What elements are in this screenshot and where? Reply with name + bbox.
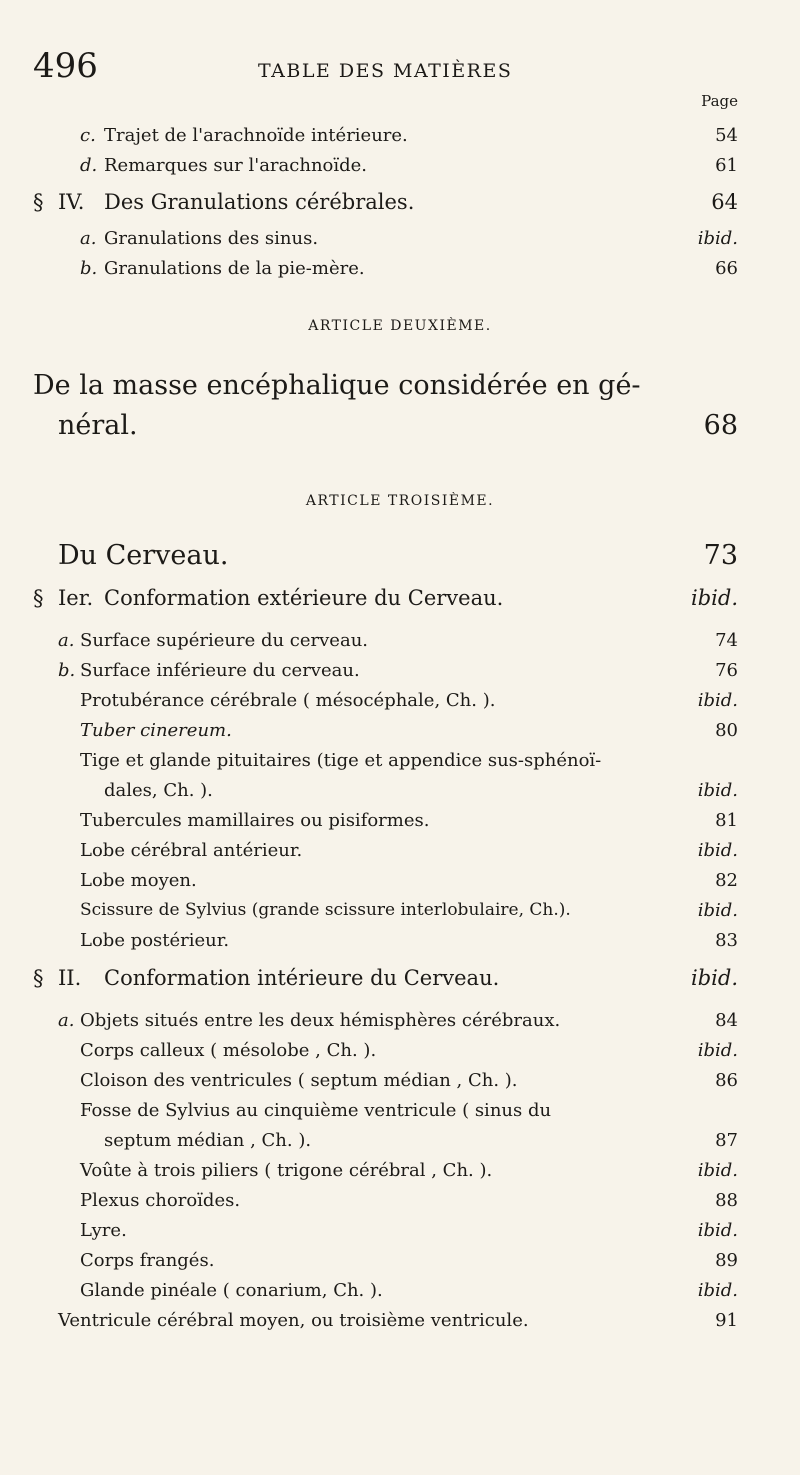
entry-page: 83 [715, 930, 738, 951]
toc-entry [0, 720, 800, 750]
entry-page: ibid. [697, 840, 738, 861]
article-heading: ARTICLE DEUXIÈME. [308, 318, 492, 334]
section-sign: § [33, 190, 44, 214]
entry-page: ibid. [697, 1160, 738, 1181]
entry-page: ibid. [697, 1220, 738, 1241]
entry-label: Cloison des ventricules ( septum médian , Ch. ). [80, 1070, 518, 1091]
article-heading: ARTICLE TROISIÈME. [305, 493, 495, 509]
entry-page: ibid. [697, 900, 738, 921]
entry-label: dales, Ch. ). [104, 780, 213, 801]
entry-page: ibid. [697, 1280, 738, 1301]
entry-label: Granulations de la pie-mère. [104, 258, 365, 279]
toc-entry [0, 750, 800, 780]
toc-entry [0, 630, 800, 660]
entry-label: Lyre. [80, 1220, 127, 1241]
toc-entry [0, 1040, 800, 1070]
entry-page: 84 [715, 1010, 738, 1031]
section-sign: § [33, 586, 44, 610]
toc-entry [0, 155, 800, 185]
entry-label: Surface supérieure du cerveau. [80, 630, 369, 651]
entry-page: 54 [715, 125, 738, 146]
toc-entry [0, 1220, 800, 1250]
section-heading [0, 966, 800, 996]
entry-label: Lobe postérieur. [80, 930, 230, 951]
section-sign: § [33, 966, 44, 990]
entry-page: 66 [715, 258, 738, 279]
toc-entry [0, 1250, 800, 1280]
entry-label: Tige et glande pituitaires (tige et appendice sus-sphénoï- [80, 750, 602, 771]
toc-entry [0, 870, 800, 900]
entry-label: septum médian , Ch. ). [104, 1130, 312, 1151]
section-number: IV. [58, 190, 85, 214]
section-title: Conformation extérieure du Cerveau. [104, 586, 504, 610]
toc-entry [0, 810, 800, 840]
section-heading [0, 190, 800, 220]
entry-page: 87 [715, 1130, 738, 1151]
entry-label: Surface inférieure du cerveau. [80, 660, 360, 681]
toc-entry [0, 1190, 800, 1220]
toc-entry [0, 1310, 800, 1340]
entry-page: ibid. [697, 690, 738, 711]
running-title: TABLE DES MATIÈRES [258, 60, 513, 82]
toc-entry [0, 1010, 800, 1040]
entry-mark: b. [58, 660, 76, 681]
section-number: II. [58, 966, 82, 990]
section-title: Conformation intérieure du Cerveau. [104, 966, 500, 990]
article-title-line1: Du Cerveau. [58, 540, 229, 571]
entry-page: ibid. [697, 228, 738, 249]
section-number: Ier. [58, 586, 94, 610]
toc-entry [0, 1280, 800, 1310]
entry-mark: b. [80, 258, 98, 279]
toc-entry [0, 690, 800, 720]
entry-mark: a. [58, 630, 75, 651]
toc-entry [0, 228, 800, 258]
section-page: ibid. [691, 966, 738, 990]
entry-label: Tuber cinereum. [80, 720, 232, 741]
toc-entry [0, 1160, 800, 1190]
entry-label: Glande pinéale ( conarium, Ch. ). [80, 1280, 383, 1301]
toc-entry [0, 1070, 800, 1100]
entry-page: 91 [715, 1310, 738, 1331]
entry-page: 74 [715, 630, 738, 651]
entry-page: 86 [715, 1070, 738, 1091]
entry-mark: a. [80, 228, 97, 249]
toc-entry [0, 125, 800, 155]
page-number: 496 [33, 46, 98, 86]
entry-label: Remarques sur l'arachnoïde. [104, 155, 368, 176]
section-page: ibid. [691, 586, 738, 610]
section-page: 64 [711, 190, 738, 214]
entry-label: Corps frangés. [80, 1250, 215, 1271]
toc-entry [0, 930, 800, 960]
entry-mark: a. [58, 1010, 75, 1031]
entry-label: Fosse de Sylvius au cinquième ventricule ( sinus du [80, 1100, 552, 1121]
entry-label: Protubérance cérébrale ( mésocéphale, Ch. ). [80, 690, 496, 711]
entry-mark: d. [80, 155, 98, 176]
entry-label: Corps calleux ( mésolobe , Ch. ). [80, 1040, 377, 1061]
entry-label: Objets situés entre les deux hémisphères cérébraux. [80, 1010, 561, 1031]
entry-page: ibid. [697, 1040, 738, 1061]
article-page: 73 [703, 540, 738, 571]
toc-entry [0, 780, 800, 810]
entry-page: 80 [715, 720, 738, 741]
toc-entry [0, 1100, 800, 1130]
toc-entry [0, 1130, 800, 1160]
entry-page: 88 [715, 1190, 738, 1211]
entry-label: Lobe cérébral antérieur. [80, 840, 303, 861]
entry-label: Plexus choroïdes. [80, 1190, 241, 1211]
entry-label: Granulations des sinus. [104, 228, 319, 249]
section-heading [0, 586, 800, 616]
toc-entry [0, 900, 800, 930]
article-title-line1: De la masse encéphalique considérée en gé- [33, 370, 641, 401]
entry-label: Voûte à trois piliers ( trigone cérébral , Ch. ). [80, 1160, 493, 1181]
entry-label: Tubercules mamillaires ou pisiformes. [80, 810, 430, 831]
article-title-line2: néral. [58, 410, 138, 441]
entry-page: 89 [715, 1250, 738, 1271]
toc-entry [0, 840, 800, 870]
entry-page: 61 [715, 155, 738, 176]
article-page: 68 [703, 410, 738, 441]
entry-mark: c. [80, 125, 96, 146]
page-column-label: Page [701, 92, 738, 110]
entry-label: Trajet de l'arachnoïde intérieure. [104, 125, 408, 146]
entry-label: Lobe moyen. [80, 870, 197, 891]
entry-page: 81 [715, 810, 738, 831]
section-title: Des Granulations cérébrales. [104, 190, 415, 214]
toc-entry [0, 660, 800, 690]
entry-page: 82 [715, 870, 738, 891]
entry-page: 76 [715, 660, 738, 681]
article-title [0, 410, 800, 440]
article-title [0, 370, 800, 400]
toc-entry [0, 258, 800, 288]
entry-page: ibid. [697, 780, 738, 801]
entry-label: Scissure de Sylvius (grande scissure interlobulaire, Ch.). [80, 900, 571, 920]
article-title [0, 540, 800, 570]
entry-label: Ventricule cérébral moyen, ou troisième ventricule. [58, 1310, 529, 1331]
